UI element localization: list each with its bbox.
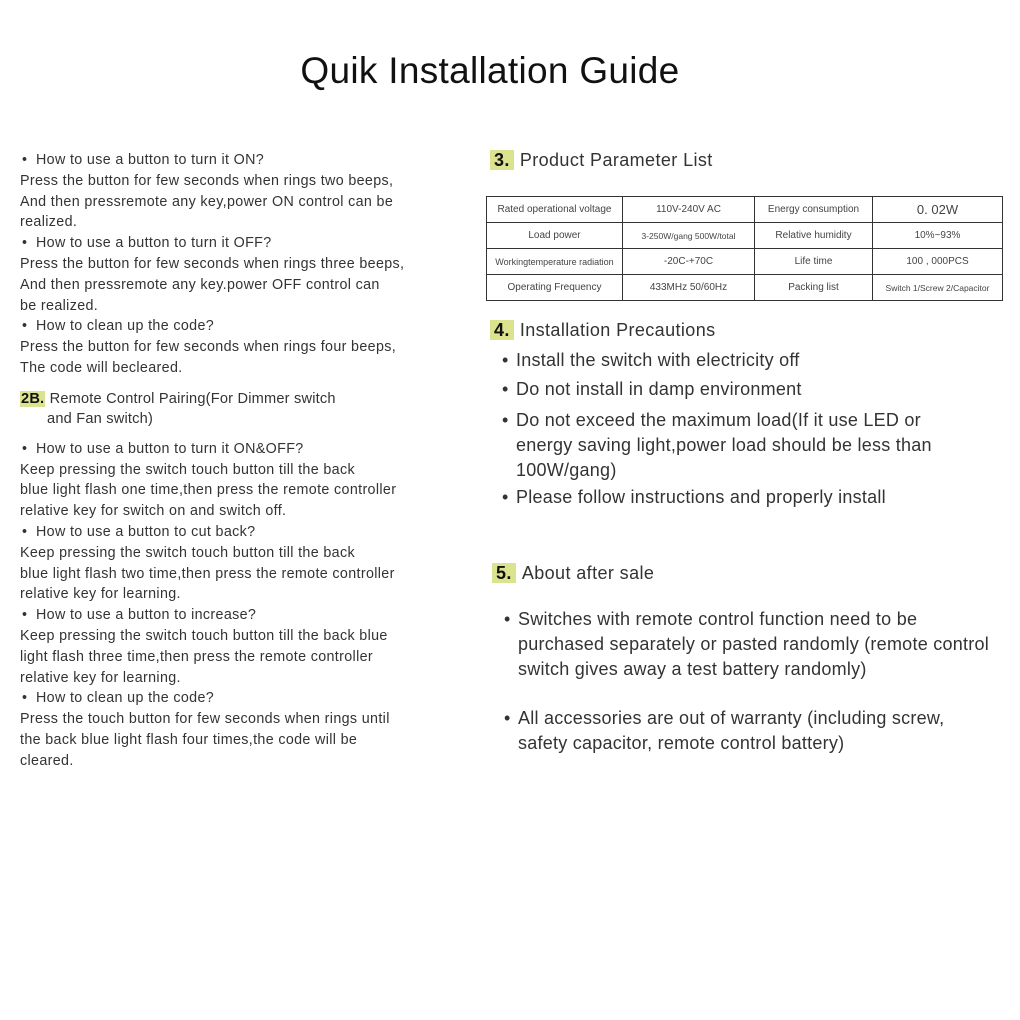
table-cell: 433MHz 50/60Hz	[623, 275, 755, 301]
instruction-line: Keep pressing the switch touch button till the back	[20, 461, 355, 478]
question-line: • How to use a button to turn it ON&OFF?	[20, 439, 460, 460]
instruction-line: blue light flash two time,then press the remote controller	[20, 565, 395, 582]
list-item: • Switches with remote control function need to be purchased separately or pasted randomly (remote control switch gives away a test battery randomly)	[504, 607, 999, 682]
instruction-line: relative key for learning.	[20, 669, 181, 686]
instruction-line: Press the button for few seconds when rings two beeps,	[20, 172, 394, 189]
instruction-line: blue light flash one time,then press the remote controller	[20, 482, 397, 499]
instruction-line: The code will becleared.	[20, 359, 183, 376]
section-3-heading	[490, 150, 713, 171]
table-cell: -20C-+70C	[623, 249, 755, 275]
table-cell: Load power	[487, 223, 623, 249]
section-4-heading	[490, 320, 716, 341]
question-line: • How to clean up the code?	[20, 316, 460, 337]
table-cell: Relative humidity	[755, 223, 873, 249]
question-line: • How to use a button to turn it OFF?	[20, 233, 460, 254]
instruction-line: Press the button for few seconds when rings three beeps,	[20, 255, 405, 272]
section-5-heading	[492, 563, 654, 584]
table-cell: 110V-240V AC	[623, 197, 755, 223]
section-3-title: Product Parameter List	[519, 150, 713, 170]
remote-pairing-instructions	[20, 439, 460, 772]
section-5-badge: 5.	[492, 563, 516, 583]
instruction-line: the back blue light flash four times,the code will be	[20, 731, 358, 748]
instruction-line: light flash three time,then press the remote controller	[20, 648, 374, 665]
left-column	[20, 150, 460, 772]
list-item: • Do not install in damp environment	[502, 377, 982, 402]
section-2b-subtitle: and Fan switch)	[47, 410, 154, 427]
instruction-line: Keep pressing the switch touch button till the back	[20, 544, 355, 561]
table-cell: 10%~93%	[873, 223, 1003, 249]
instruction-line: relative key for switch on and switch off.	[20, 503, 287, 520]
parameter-table	[486, 196, 1003, 301]
instruction-line: realized.	[20, 214, 78, 231]
table-cell: Workingtemperature radiation	[487, 249, 623, 275]
instruction-line: And then pressremote any key,power ON control can be	[20, 193, 394, 210]
question-line: • How to use a button to turn it ON?	[20, 150, 460, 171]
table-row	[487, 249, 1003, 275]
table-cell: 0. 02W	[873, 197, 1003, 223]
table-cell: 3-250W/gang 500W/total	[623, 223, 755, 249]
section-5-title: About after sale	[521, 563, 655, 583]
instruction-line: be realized.	[20, 297, 99, 314]
question-line: • How to clean up the code?	[20, 688, 460, 709]
instruction-line: Press the touch button for few seconds when rings until	[20, 711, 390, 728]
button-usage-instructions	[20, 150, 460, 379]
table-cell: Operating Frequency	[487, 275, 623, 301]
table-cell: 100 , 000PCS	[873, 249, 1003, 275]
section-2b-heading	[20, 389, 460, 429]
table-cell: Rated operational voltage	[487, 197, 623, 223]
table-cell: Packing list	[755, 275, 873, 301]
instruction-line: relative key for learning.	[20, 586, 181, 603]
instruction-line: And then pressremote any key.power OFF control can	[20, 276, 380, 293]
list-item: • Please follow instructions and properly install	[502, 485, 982, 510]
list-item: • Install the switch with electricity off	[502, 348, 982, 373]
list-item: • Do not exceed the maximum load(If it use LED or energy saving light,power load should be less than 100W/gang)	[502, 408, 982, 483]
section-2b-badge: 2B.	[21, 390, 45, 407]
page-title: Quik Installation Guide	[300, 50, 680, 91]
table-cell: Energy consumption	[755, 197, 873, 223]
instruction-line: Press the button for few seconds when rings four beeps,	[20, 339, 397, 356]
table-cell: Switch 1/Screw 2/Capacitor	[873, 275, 1003, 301]
instruction-line: cleared.	[20, 752, 74, 769]
table-row	[487, 275, 1003, 301]
list-item: • All accessories are out of warranty (including screw, safety capacitor, remote control battery)	[504, 706, 999, 756]
question-line: • How to use a button to increase?	[20, 605, 460, 626]
section-2b-title: Remote Control Pairing(For Dimmer switch	[49, 390, 336, 407]
table-cell: Life time	[755, 249, 873, 275]
table-row	[487, 223, 1003, 249]
table-row	[487, 197, 1003, 223]
question-line: • How to use a button to cut back?	[20, 522, 460, 543]
section-3-badge: 3.	[490, 150, 514, 170]
instruction-line: Keep pressing the switch touch button till the back blue	[20, 627, 388, 644]
after-sale-list	[504, 607, 999, 756]
precautions-list	[502, 348, 982, 510]
section-4-badge: 4.	[490, 320, 514, 340]
section-4-title: Installation Precautions	[519, 320, 716, 340]
